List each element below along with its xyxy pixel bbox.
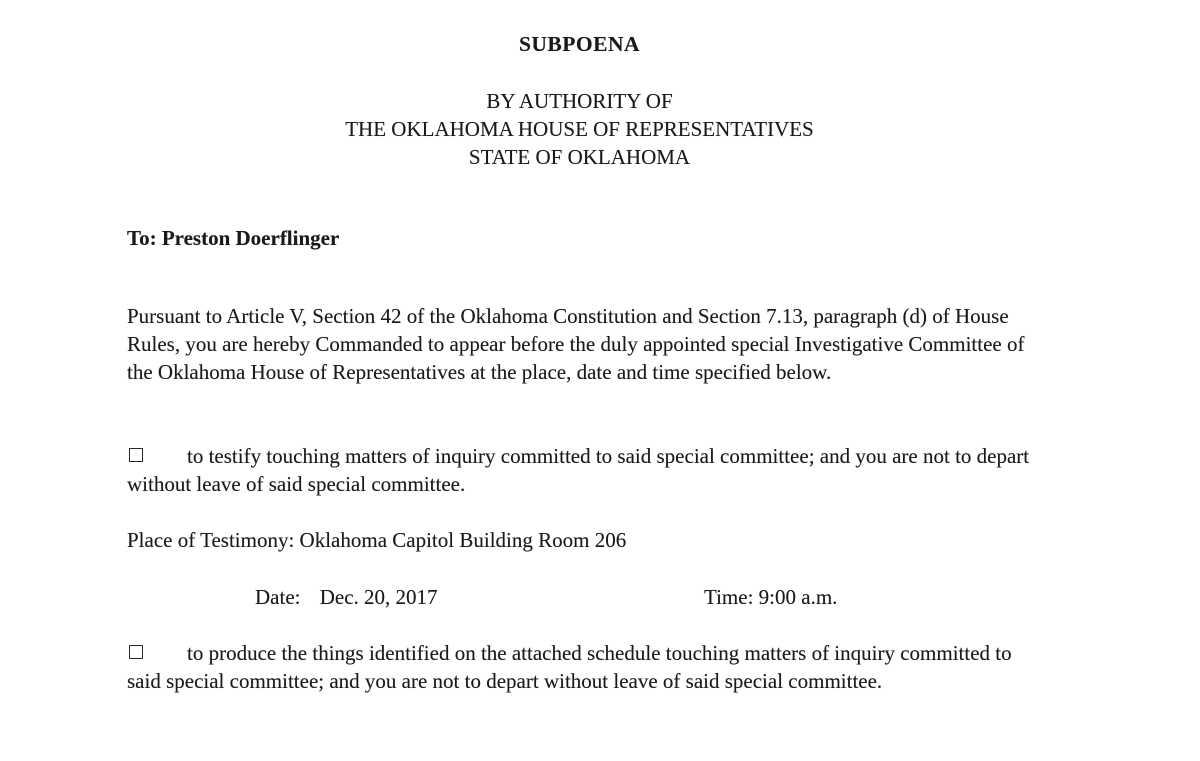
date-time-row: [127, 583, 1048, 611]
date-value: Dec. 20, 2017: [319, 585, 438, 609]
authority-line-3: STATE OF OKLAHOMA: [468, 145, 691, 169]
checkbox-item-testify: [127, 442, 1048, 498]
place-label: Place of Testimony:: [127, 528, 295, 552]
place-value: Oklahoma Capitol Building Room 206: [299, 528, 627, 552]
time-value: 9:00 a.m.: [758, 585, 838, 609]
checkbox-item-produce: [127, 639, 1048, 695]
recipient-line: To: Preston Doerflinger: [127, 226, 340, 250]
date-label: Date:: [255, 585, 301, 609]
authority-line-2: THE OKLAHOMA HOUSE OF REPRESENTATIVES: [345, 117, 814, 141]
checkbox-item-testify-text: to testify touching matters of inquiry committed to said special committee; and you are not to depart without leave of said special committee.: [127, 444, 1030, 496]
checkbox-icon: [129, 448, 143, 462]
authority-line-1: BY AUTHORITY OF: [486, 89, 673, 113]
checkbox-item-produce-text: to produce the things identified on the attached schedule touching matters of inquiry committed to said special committee; and you are not to depart without leave of said special committee.: [127, 641, 1012, 693]
place-of-testimony-line: [127, 526, 1048, 554]
checkbox-icon: [129, 645, 143, 659]
heading-block: [119, 30, 1040, 171]
body-paragraph: Pursuant to Article V, Section 42 of the Oklahoma Constitution and Section 7.13, paragraph (d) of House Rules, you are hereby Commanded to appear before the duly appointed special Investigative Committee of the Oklahoma House of Representatives at the place, date and time specified below.: [127, 304, 1025, 384]
text-column: [127, 0, 1048, 695]
time-label: Time:: [704, 585, 754, 609]
document-title: SUBPOENA: [518, 32, 641, 56]
time-group: [704, 583, 837, 611]
